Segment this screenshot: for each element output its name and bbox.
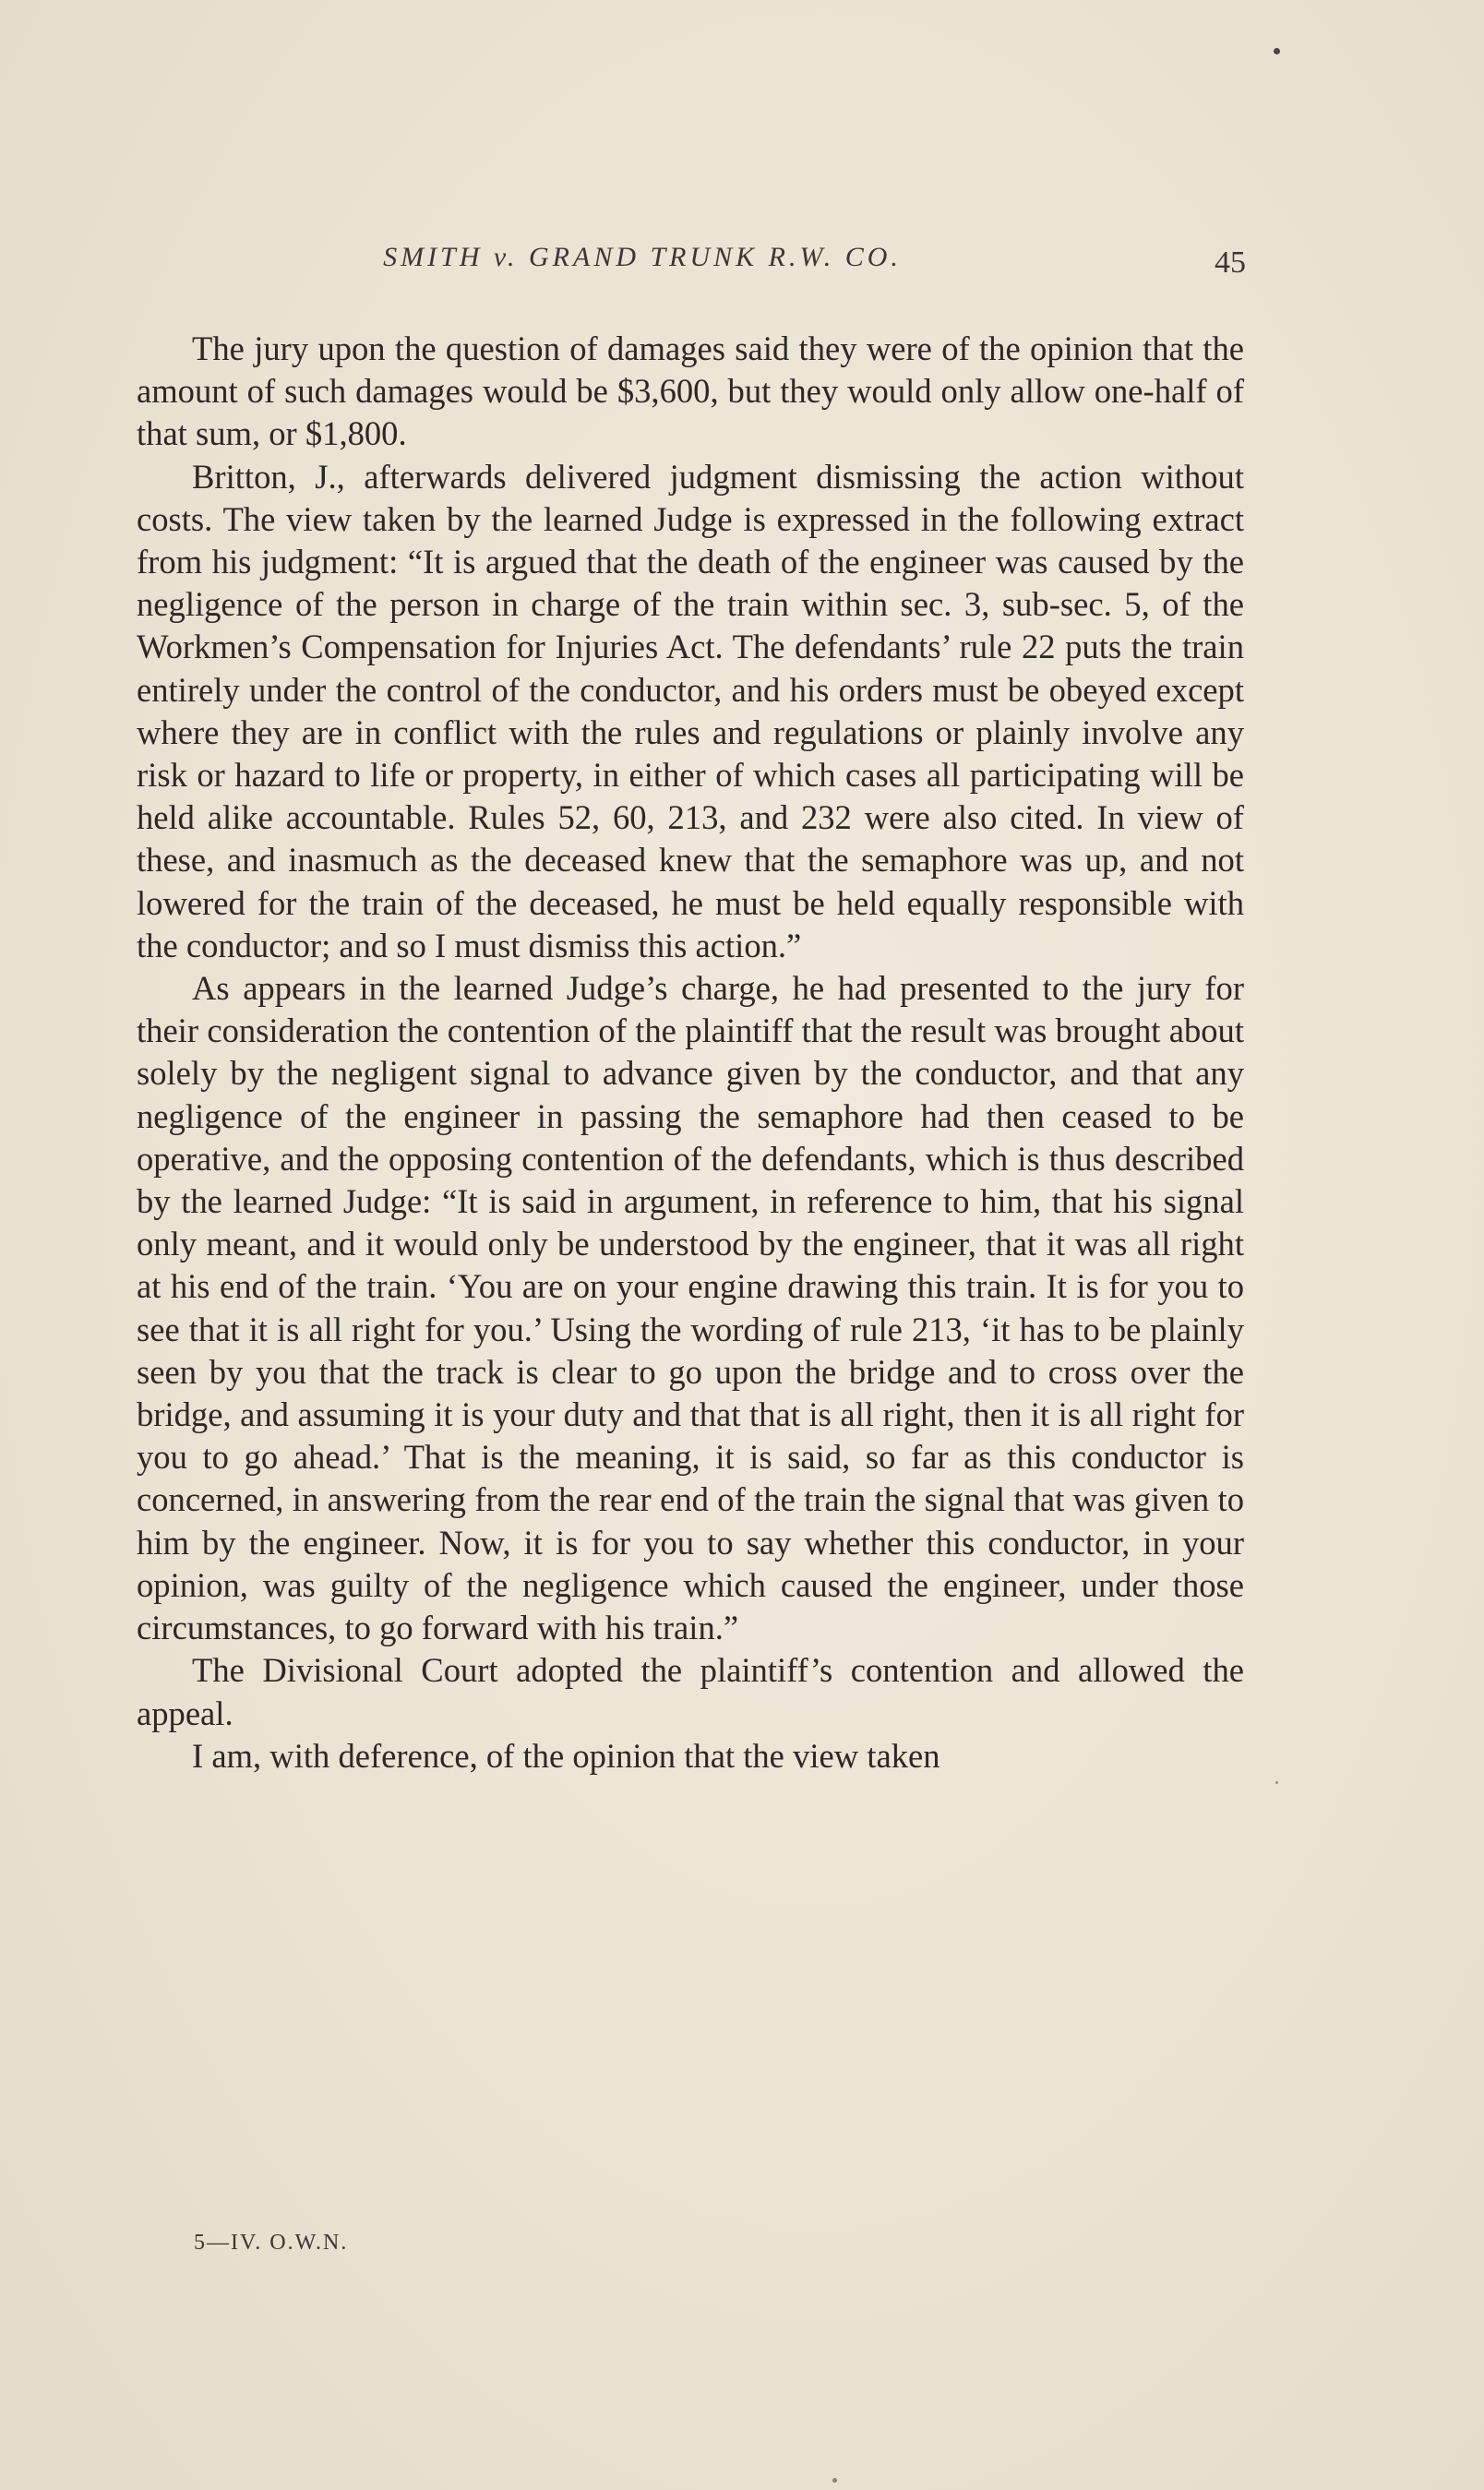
paragraph-damages: The jury upon the question of damages said they were of the opinion that the amount of such damages would be $3,600, but they would only allow one-half of that sum, or $1,800. [137, 329, 1244, 453]
running-head [138, 242, 1248, 288]
paragraph-opinion: I am, with deference, of the opinion that the view taken [192, 1736, 940, 1775]
signature-mark: 5—IV. O.W.N. [194, 2231, 349, 2255]
paragraph-judge-charge: As appears in the learned Judge’s charge, he had presented to the jury for their consideration the contention of the plaintiff that the result was brought about solely by the negligent signal to advance given by the conductor, and that any negligence of the engineer in passing the semaphore had then ceased to be operative, and the opposing contention of the defendants, which is thus described by the learned Judge: “It is said in argument, in reference to him, that his signal only meant, and it would only be understood by the engineer, that it was all right at his end of the train. ‘You are on your engine drawing this train. It is for you to see that it is all right for you.’ Using the wording of rule 213, ‘it has to be plainly seen by you that the track is clear to go upon the bridge and to cross over the bridge, and assuming it is your duty and that that is all right, then it is all right for you to go ahead.’ That is the meaning, it is said, so far as this conductor is concerned, in answering from the rear end of the train the signal that was given to him by the engineer. Now, it is for you to say whether this conductor, in your opinion, was guilty of the negligence which caused the engineer, under those circumstances, to go forward with his train.” [137, 969, 1244, 1647]
paragraph-divisional-court: The Divisional Court adopted the plaintiff’s contention and allowed the appeal. [137, 1651, 1244, 1732]
paper-speck [832, 2478, 837, 2483]
page-number: 45 [1215, 245, 1246, 280]
body-text [137, 328, 1244, 1778]
paper-speck [1274, 48, 1280, 54]
paragraph-britton-judgment: Britton, J., afterwards delivered judgment dismissing the action without costs. The view taken by the learned Judge is expressed in the following extract from his judgment: “It is argued that the death of the engineer was caused by the negligence of the person in charge of the train within sec. 3, sub-sec. 5, of the Workmen’s Compensation for Injuries Act. The defendants’ rule 22 puts the train entirely under the control of the conductor, and his orders must be obeyed except where they are in conflict with the rules and regulations or plainly involve any risk or hazard to life or property, in either of which cases all participating will be held alike accountable. Rules 52, 60, 213, and 232 were also cited. In view of these, and inasmuch as the deceased knew that the semaphore was up, and not lowered for the train of the deceased, he must be held equally responsible with the conductor; and so I must dismiss this action.” [137, 457, 1244, 964]
paper-speck [1275, 1781, 1278, 1784]
running-head-title: SMITH v. GRAND TRUNK R.W. CO. [383, 242, 902, 272]
